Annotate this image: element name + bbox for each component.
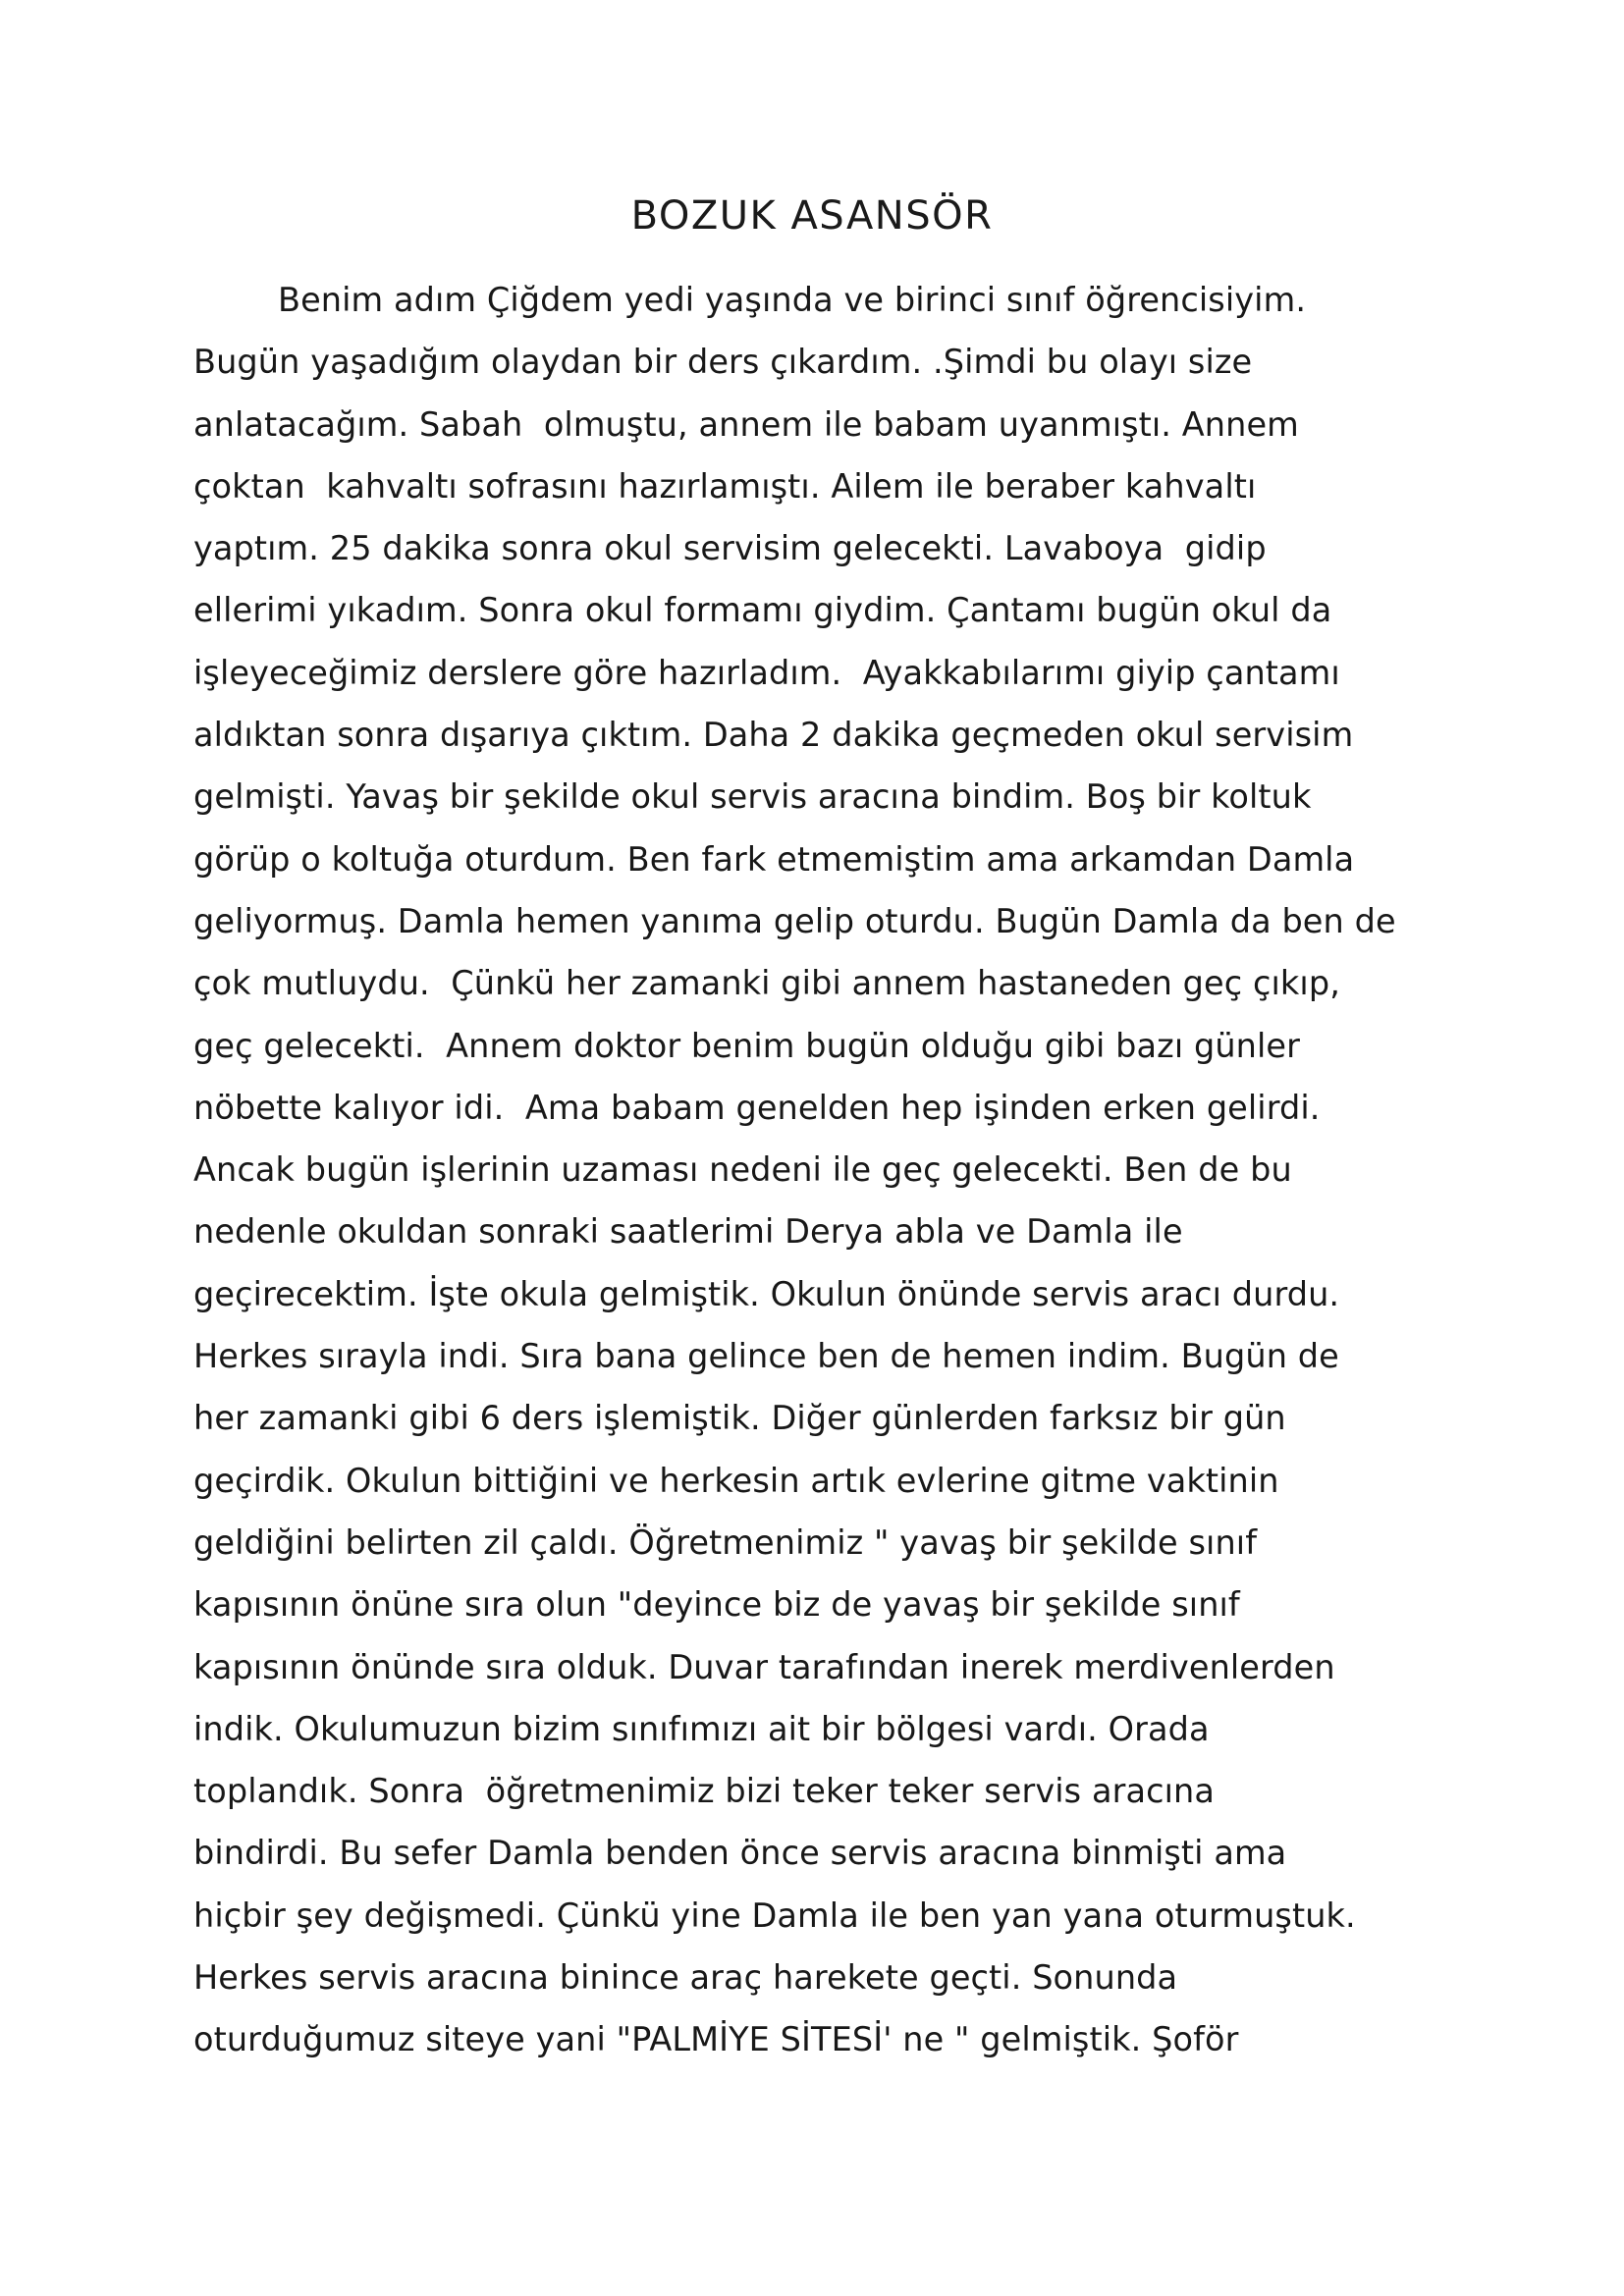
text-line: Bugün yaşadığım olaydan bir ders çıkardım. .Şimdi bu olayı size [193,343,1253,382]
text-line: aldıktan sonra dışarıya çıktım. Daha 2 dakika geçmeden okul servisim [193,716,1354,755]
text-line: nöbette kalıyor idi. Ama babam genelden hep işinden erken gelirdi. [193,1088,1321,1127]
page-title: BOZUK ASANSÖR [630,193,994,239]
text-line: her zamanki gibi 6 ders işlemiştik. Diğer günlerden farksız bir gün [193,1399,1286,1438]
text-line: bindirdi. Bu sefer Damla benden önce servis aracına binmişti ama [193,1834,1287,1873]
text-line: anlatacağım. Sabah olmuştu, annem ile babam uyanmıştı. Annem [193,404,1299,444]
text-line: kapısının önüne sıra olun "deyince biz de yavaş bir şekilde sınıf [193,1585,1240,1625]
text-line: yaptım. 25 dakika sonra okul servisim gelecekti. Lavaboya gidip [193,529,1267,568]
text-line: Herkes sırayla indi. Sıra bana gelince ben de hemen indim. Bugün de [193,1337,1339,1376]
text-line: ellerimi yıkadım. Sonra okul formamı giydim. Çantamı bugün okul da [193,591,1332,630]
text-line: geldiğini belirten zil çaldı. Öğretmenimiz " yavaş bir şekilde sınıf [193,1522,1258,1562]
text-line: geçirdik. Okulun bittiğini ve herkesin artık evlerine gitme vaktinin [193,1461,1279,1500]
text-line: işleyeceğimiz derslere göre hazırladım. Ayakkabılarımı giyip çantamı [193,653,1340,692]
text-line: Herkes servis aracına binince araç harekete geçti. Sonunda [193,1958,1178,1998]
text-line: geç gelecekti. Annem doktor benim bugün olduğu gibi bazı günler [193,1026,1300,1065]
text-line: kapısının önünde sıra olduk. Duvar tarafından inerek merdivenlerden [193,1647,1335,1686]
text-line: hiçbir şey değişmedi. Çünkü yine Damla ile ben yan yana oturmuştuk. [193,1896,1356,1935]
text-line: Ancak bugün işlerinin uzaması nedeni ile geç gelecekti. Ben de bu [193,1150,1292,1190]
text-line: indik. Okulumuzun bizim sınıfımızı ait bir bölgesi vardı. Orada [193,1709,1210,1748]
text-line: nedenle okuldan sonraki saatlerimi Derya abla ve Damla ile [193,1212,1183,1252]
text-line: gelmişti. Yavaş bir şekilde okul servis aracına bindim. Boş bir koltuk [193,777,1312,817]
text-line: geliyormuş. Damla hemen yanıma gelip oturdu. Bugün Damla da ben de [193,901,1396,940]
text-line: çoktan kahvaltı sofrasını hazırlamıştı. Ailem ile beraber kahvaltı [193,466,1257,506]
text-line: geçirecektim. İşte okula gelmiştik. Okulun önünde servis aracı durdu. [193,1274,1340,1313]
text-line: toplandık. Sonra öğretmenimiz bizi teker teker servis aracına [193,1772,1215,1811]
text-line: çok mutluydu. Çünkü her zamanki gibi annem hastaneden geç çıkıp, [193,964,1340,1003]
text-line: Benim adım Çiğdem yedi yaşında ve birinci sınıf öğrencisiyim. [193,281,1307,319]
story-body-text [193,269,1396,2071]
text-line: oturduğumuz siteye yani "PALMİYE SİTESİ' ne " gelmiştik. Şoför [193,2020,1239,2059]
text-line: görüp o koltuğa oturdum. Ben fark etmemiştim ama arkamdan Damla [193,839,1355,879]
